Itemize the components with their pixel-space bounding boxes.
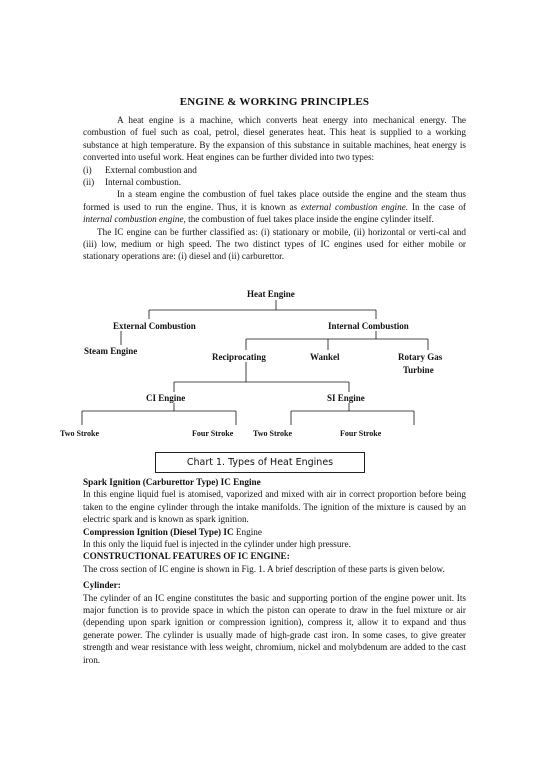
cylinder-heading: Cylinder:: [83, 580, 121, 591]
node-si-engine: SI Engine: [327, 393, 365, 403]
constructional-features-text: The cross section of IC engine is shown in Fig. 1. A brief description of these parts is given below.: [83, 563, 445, 574]
node-internal-combustion: Internal Combustion: [328, 321, 409, 331]
intro-paragraph-3: The IC engine can be further classified as: (i) stationary or mobile, (ii) horizontal or verti-cal and (iii) low, medium or high speed. The two distinct types of IC engines used for either mobile or stationary operations are: (i) diesel and (ii) carburettor.: [83, 226, 466, 262]
compression-ignition-text: In this only the liquid fuel is injected in the cylinder under high pressure.: [83, 539, 351, 550]
page-title: ENGINE & WORKING PRINCIPLES: [179, 96, 370, 108]
body-sections: [83, 476, 466, 666]
cylinder-text: The cylinder of an IC engine constitutes the basic and supporting portion of the engine power unit. Its major function is to provide space in which the piston can operate to draw in the fuel mixture or air (depending upon spark ignition or compression ignition), compress it, allow it to expand and thus generate power. The cylinder is usually made of high-grade cast iron. In some cases, to give greater strength and wear resistance with less weight, chromium, nickel and molybdenum are added to the cast iron.: [83, 592, 466, 665]
node-si-two-stroke: Two Stroke: [253, 429, 293, 438]
node-heat-engine: Heat Engine: [247, 289, 295, 299]
p2-part-c: the combustion of fuel takes place inside the engine cylinder itself.: [185, 214, 434, 225]
p2-part-b: In the case of: [408, 201, 466, 212]
intro-paragraph-2: [83, 188, 466, 225]
chart-connector-lines: [60, 288, 480, 468]
list-text: Internal combustion.: [105, 177, 182, 188]
list-item: [83, 164, 466, 176]
constructional-features-heading: CONSTRUCTIONAL FEATURES OF IC ENGINE:: [83, 551, 290, 562]
spark-ignition-heading: Spark Ignition (Carburettor Type) IC Engine: [83, 477, 261, 487]
p2-emphasis-1: external combustion engine.: [301, 201, 409, 212]
node-steam-engine: Steam Engine: [84, 346, 138, 356]
compression-ignition-heading: [83, 526, 466, 538]
node-external-combustion: External Combustion: [113, 321, 196, 331]
intro-paragraph-1: A heat engine is a machine, which converts heat energy into mechanical energy. The combustion of fuel such as coal, petrol, diesel generates heat. This heat is supplied to a working substance at high temperature. By the expansion of this substance in suitable machines, heat energy is converted into useful work. Heat engines can be further divided into two types:: [83, 115, 466, 163]
node-rotary-gas: Rotary Gas: [398, 352, 443, 362]
spark-ignition-text: In this engine liquid fuel is atomised, vaporized and mixed with air in correct proportion before being taken to the engine cylinder through the intake manifolds. The ignition of the mixture is caused by an electric spark and is known as spark ignition.: [83, 489, 466, 525]
chart-caption: Chart 1. Types of Heat Engines: [155, 452, 365, 473]
node-ci-two-stroke: Two Stroke: [60, 429, 100, 438]
comp-heading-bold: Compression Ignition (Diesel Type) IC: [83, 526, 234, 537]
node-ci-engine: CI Engine: [146, 393, 186, 403]
node-turbine: Turbine: [403, 365, 434, 375]
node-ci-four-stroke: Four Stroke: [192, 429, 234, 438]
node-reciprocating: Reciprocating: [212, 352, 266, 362]
list-number: (i): [83, 164, 92, 175]
list-text: External combustion and: [105, 164, 197, 175]
p2-part-a: In a steam engine the combustion of fuel takes place outside the engine and the steam thus formed is used to run the engine. Thus, it is known as: [83, 189, 466, 212]
list-item: [83, 176, 466, 188]
intro-section: [83, 114, 466, 263]
heat-engine-classification-chart: [60, 288, 480, 468]
p2-emphasis-2: internal combustion engine,: [83, 214, 186, 225]
comp-heading-rest: Engine: [233, 526, 262, 537]
node-si-four-stroke: Four Stroke: [340, 429, 382, 438]
list-number: (ii): [83, 177, 95, 188]
node-wankel: Wankel: [310, 352, 340, 362]
